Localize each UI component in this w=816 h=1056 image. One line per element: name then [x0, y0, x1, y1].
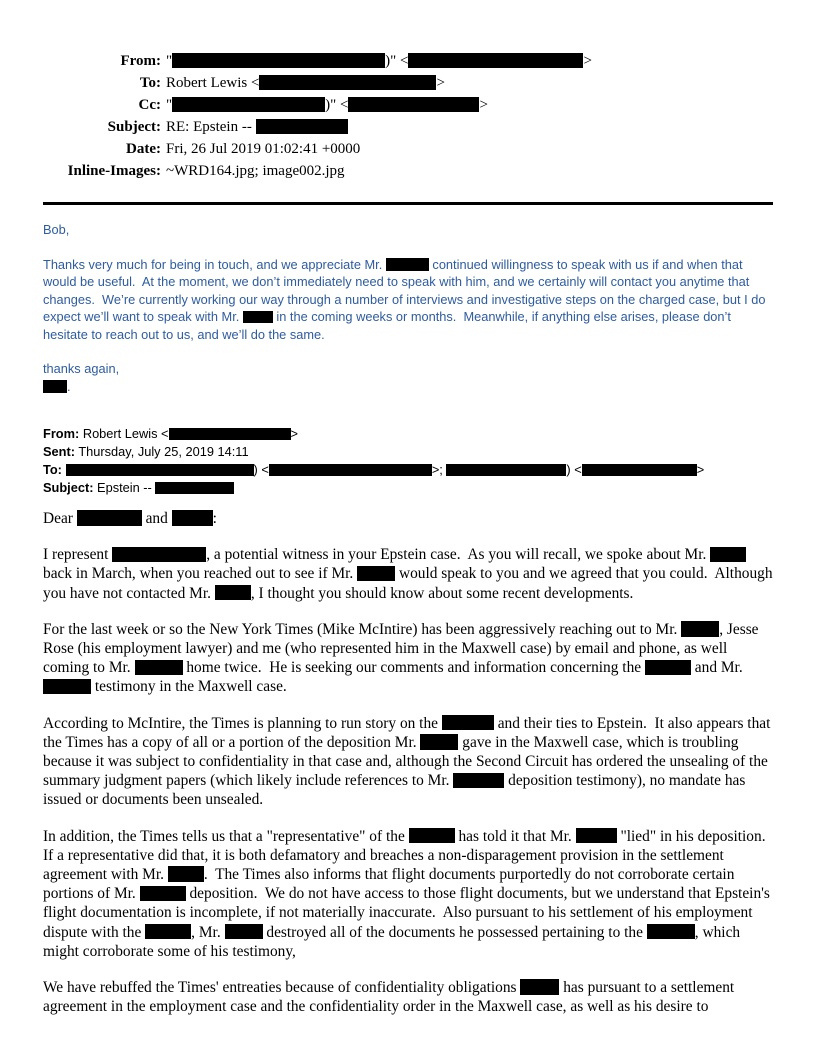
body-paragraph: I represent , a potential witness in your Epstein case. As you will recall, we spoke about Mr. back in March, when you reached out to see if Mr. would speak to you and we agreed that you could. Although you have not contacted Mr. , I thought you should know about some recent developments.	[43, 546, 777, 602]
redaction-bar	[442, 715, 494, 730]
body-paragraph: In addition, the Times tells us that a "representative" of the has told it that Mr. "lied" in his deposition. If a representative did that, it is both defamatory and breaches a non-disparagement provision in the settlement agreement with Mr. . The Times also informs that flight documents purportedly do not corroborate certain portions of Mr. deposition. We do not have access to those flight documents, but we understand that Epstein's flight documentation is incomplete, if not materially inaccurate. Also pursuant to his settlement of his employment dispute with the , Mr. destroyed all of the documents he possessed pertaining to the , which might corroborate some of his testimony,	[43, 827, 774, 960]
quoted-header-line-sent: Sent: Thursday, July 25, 2019 14:11	[43, 444, 249, 459]
redaction-bar	[681, 621, 719, 636]
header-label-subject: Subject:	[107, 119, 161, 135]
redaction-bar	[77, 510, 142, 525]
body-paragraph: We have rebuffed the Times' entreaties because of confidentiality obligations has pursuant to a settlement agreement in the employment case and the confidentiality order in the Maxwell case, as well as his desire to	[43, 979, 739, 1016]
redaction-bar	[576, 828, 617, 843]
quoted-header-line-from: From: Robert Lewis < >	[43, 426, 299, 441]
redaction-bar	[172, 510, 213, 525]
redaction-bar	[420, 734, 458, 749]
redaction-bar	[645, 660, 691, 675]
redaction-bar	[446, 464, 566, 477]
redaction-bar	[348, 97, 479, 112]
redaction-bar	[43, 380, 67, 393]
separator-rule	[43, 202, 773, 205]
redaction-bar	[520, 979, 559, 994]
body-paragraph: According to McIntire, the Times is planning to run story on the and their ties to Epstein. It also appears that the Times has a copy of all or a portion of the deposition Mr. gave in the Maxwell case, which is troubling because it was subject to confidentiality in that case and, although the Second Circuit has ordered the unsealing of the summary judgment papers (which likely include references to Mr. deposition testimony), no mandate has issued or documents been unsealed.	[43, 714, 775, 809]
redaction-bar	[169, 428, 291, 441]
header-value-subject: RE: Epstein --	[166, 116, 773, 138]
redaction-bar	[225, 924, 263, 939]
header-value-to: Robert Lewis < >	[166, 75, 445, 91]
redaction-bar	[168, 866, 204, 881]
header-value-date: Fri, 26 Jul 2019 01:02:41 +0000	[166, 141, 361, 157]
redaction-bar	[135, 660, 183, 675]
redaction-bar	[243, 311, 273, 324]
header-value-inlineimages: ~WRD164.jpg; image002.jpg	[166, 163, 345, 179]
redaction-bar	[647, 924, 695, 939]
quoted-header-label-sent: Sent:	[43, 444, 75, 459]
redaction-bar	[582, 464, 697, 477]
redaction-bar	[269, 464, 432, 477]
header-label-from: From:	[120, 53, 161, 69]
quoted-header	[43, 425, 773, 497]
body-paragraph: For the last week or so the New York Times (Mike McIntire) has been aggressively reaching out to Mr. , Jesse Rose (his employment lawyer) and me (who represented him in the Maxwell case) by email and phone, as well coming to Mr. home twice. He is seeking our comments and information concerning the and Mr. testimony in the Maxwell case.	[43, 620, 763, 696]
header-label-inlineimages: Inline-Images:	[67, 163, 161, 179]
reply-paragraph: thanks again, .	[43, 361, 120, 394]
header-label-to: To:	[139, 75, 161, 91]
redaction-bar	[710, 547, 746, 562]
header-value-cc: " )" < >	[166, 97, 488, 113]
redaction-bar	[155, 482, 234, 495]
redaction-bar	[172, 97, 325, 112]
redaction-bar	[408, 53, 583, 68]
reply-paragraph: Bob,	[43, 222, 70, 237]
quoted-header-line-to: To: ) < >; ) < >	[43, 462, 705, 477]
redaction-bar	[66, 464, 254, 477]
redaction-bar	[259, 75, 436, 90]
redaction-bar	[357, 566, 395, 581]
quoted-header-line-subject: Subject: Epstein --	[43, 479, 773, 497]
redaction-bar	[453, 773, 504, 788]
header-label-cc: Cc:	[138, 97, 161, 113]
redaction-bar	[256, 119, 348, 134]
redaction-bar	[386, 258, 429, 271]
header-value-from: " )" < >	[166, 53, 592, 69]
body-paragraph: Dear and :	[43, 510, 217, 527]
redaction-bar	[145, 924, 191, 939]
redaction-bar	[409, 828, 455, 843]
quoted-header-label-subject: Subject:	[43, 480, 94, 495]
redaction-bar	[172, 53, 385, 68]
header-label-date: Date:	[126, 141, 161, 157]
quoted-body	[43, 509, 777, 1016]
redaction-bar	[140, 886, 186, 901]
quoted-header-label-to: To:	[43, 462, 62, 477]
redaction-bar	[112, 547, 206, 562]
redaction-bar	[215, 585, 251, 600]
redaction-bar	[43, 679, 91, 694]
email-header	[43, 50, 773, 182]
reply-paragraph: Thanks very much for being in touch, and we appreciate Mr. continued willingness to speak with us if and when that would be useful. At the moment, we don’t immediately need to speak with him, and we certainly will contact you anytime that changes. We’re currently working our way through a number of interviews and investigative steps on the charged case, but I do expect we’ll want to speak with Mr. in the coming weeks or months. Meanwhile, if anything else arises, please don’t hesitate to reach out to us, and we’ll do the same.	[43, 256, 770, 342]
reply-message	[43, 221, 773, 395]
quoted-header-label-from: From:	[43, 426, 80, 441]
